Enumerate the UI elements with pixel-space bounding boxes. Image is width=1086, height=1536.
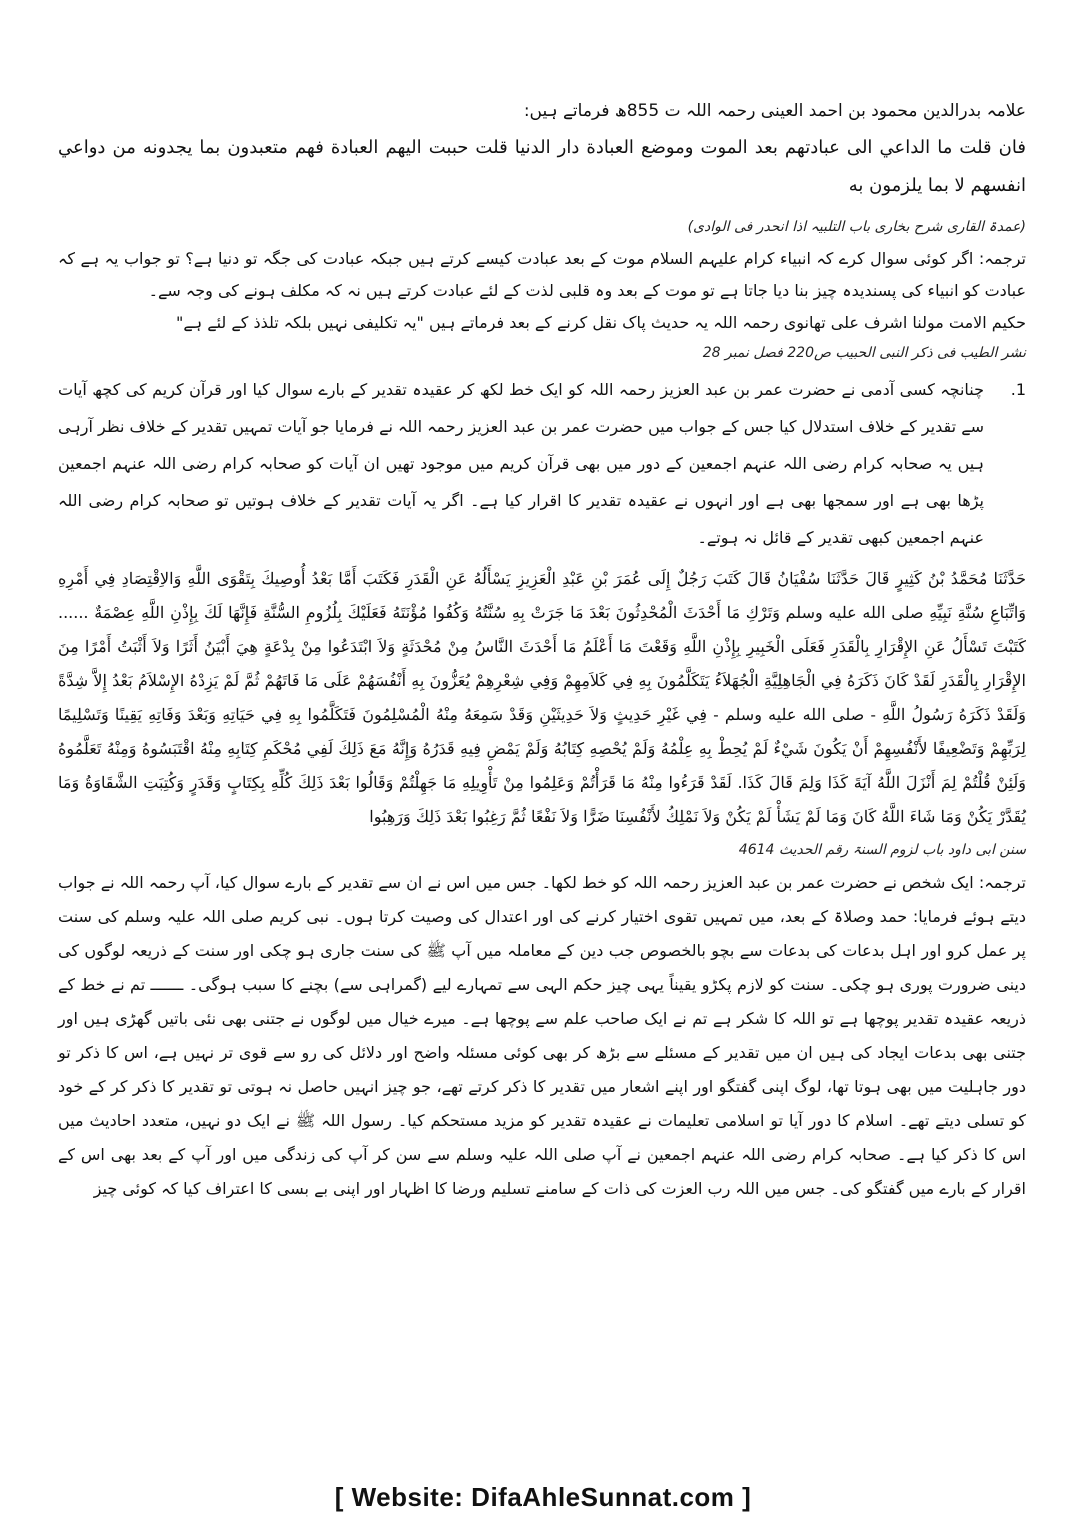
- item-number: 1.: [1010, 380, 1026, 399]
- item-text: چنانچہ کسی آدمی نے حضرت عمر بن عبد العزیز رحمہ اللہ کو ایک خط لکھ کر عقیدہ تقدیر کے بارے سوال کیا اور قرآن کریم کی کچھ آیات سے تقدیر کے خلاف استدلال کیا جس کے جواب میں حضرت عمر بن عبد العزیز رحمہ اللہ نے فرمایا جو آیات تمہیں تقدیر کے خلاف نظر آرہی ہیں یہ صحابہ کرام رضی اللہ عنہم اجمعین کے دور میں بھی قرآن کریم میں موجود تھیں ان آیات کو صحابہ کرام رضی اللہ عنہم اجمعین پڑھا بھی ہے اور سمجھا بھی ہے اور انہوں نے عقیدہ تقدیر کا اقرار کیا ہے۔ اگر یہ آیات تقدیر کے خلاف ہوتیں تو صحابہ کرام رضی اللہ عنہم اجمعین کبھی تقدیر کے قائل نہ ہوتے۔: [58, 380, 984, 547]
- source-reference-2: نشر الطیب فی ذکر النبی الحبیب ص220 فصل نمبر 28: [702, 345, 1026, 361]
- hadith-arabic-text: حَدَّثَنَا مُحَمَّدُ بْنُ كَثِيرٍ قَالَ حَدَّثَنَا سُفْيَانُ قَالَ كَتَبَ رَجُلٌ إِلَى عُمَرَ بْنِ عَبْدِ الْعَزِيزِ يَسْأَلُهُ عَنِ الْقَدَرِ فَكَتَبَ أَمَّا بَعْدُ أُوصِيكَ بِتَقْوَى اللَّهِ وَالاِقْتِصَادِ فِي أَمْرِهِ وَاتِّبَاعِ سُنَّةِ نَبِيِّهِ صلى الله عليه وسلم وَتَرْكِ مَا أَحْدَثَ الْمُحْدِثُونَ بَعْدَ مَا جَرَتْ بِهِ سُنَّتُهُ وَكُفُوا مُؤْنَتَهُ فَعَلَيْكَ بِلُزُومِ السُّنَّةِ فَإِنَّهَا لَكَ بِإِذْنِ اللَّهِ عِصْمَةٌ ...... كَتَبْتَ تَسْأَلُ عَنِ الإِقْرَارِ بِالْقَدَرِ فَعَلَى الْخَبِيرِ بِإِذْنِ اللَّهِ وَقَعْتَ مَا أَعْلَمُ مَا أَحْدَثَ النَّاسُ مِنْ مُحْدَثَةٍ وَلاَ ابْتَدَعُوا مِنْ بِدْعَةٍ هِيَ أَبْيَنُ أَثَرًا وَلاَ أَثْبَتُ أَمْرًا مِنَ الإِقْرَارِ بِالْقَدَرِ لَقَدْ كَانَ ذَكَرَهُ فِي الْجَاهِلِيَّةِ الْجُهَلاَءُ يَتَكَلَّمُونَ بِهِ فِي كَلاَمِهِمْ وَفِي شِعْرِهِمْ يُعَزُّونَ بِهِ أَنْفُسَهُمْ عَلَى مَا فَاتَهُمْ ثُمَّ لَمْ يَزِدْهُ الإِسْلاَمُ بَعْدُ إِلاَّ شِدَّةً وَلَقَدْ ذَكَرَهُ رَسُولُ اللَّهِ - صلى الله عليه وسلم - فِي غَيْرِ حَدِيثٍ وَلاَ حَدِيثَيْنِ وَقَدْ سَمِعَهُ مِنْهُ الْمُسْلِمُونَ فَتَكَلَّمُوا بِهِ فِي حَيَاتِهِ وَبَعْدَ وَفَاتِهِ يَقِينًا وَتَسْلِيمًا لِرَبِّهِمْ وَتَضْعِيفًا لأَنْفُسِهِمْ أَنْ يَكُونَ شَيْءٌ لَمْ يُحِطْ بِهِ عِلْمُهُ وَلَمْ يُحْصِهِ كِتَابُهُ وَلَمْ يَمْضِ فِيهِ قَدَرُهُ وَإِنَّهُ مَعَ ذَلِكَ لَفِي مُحْكَمِ كِتَابِهِ مِنْهُ اقْتَبَسُوهُ وَمِنْهُ تَعَلَّمُوهُ وَلَئِنْ قُلْتُمْ لِمَ أَنْزَلَ اللَّهُ آيَةَ كَذَا وَلِمَ قَالَ كَذَا. لَقَدْ قَرَءُوا مِنْهُ مَا قَرَأْتُمْ وَعَلِمُوا مِنْ تَأْوِيلِهِ مَا جَهِلْتُمْ وَقَالُوا بَعْدَ ذَلِكَ كُلِّهِ بِكِتَابٍ وَقَدَرٍ وَكُتِبَتِ الشَّقَاوَةُ وَمَا يُقَدَّرْ يَكُنْ وَمَا شَاءَ اللَّهُ كَانَ وَمَا لَمْ يَشَأْ لَمْ يَكُنْ وَلاَ نَمْلِكُ لأَنْفُسِنَا ضَرًّا وَلاَ نَفْعًا ثُمَّ رَغِبُوا بَعْدَ ذَلِكَ وَرَهِبُوا: [58, 569, 1027, 826]
- source-reference-3: سنن ابی داود باب لزوم السنۃ رقم الحدیث 4614: [738, 842, 1026, 858]
- thanvi-quote: حکیم الامت مولنا اشرف علی تھانوی رحمہ اللہ یہ حدیث پاک نقل کرنے کے بعد فرماتے ہیں "یہ تکلیفی نہیں بلکہ تلذذ کے لئے ہے": [176, 313, 1026, 332]
- translation-paragraph-1: ترجمہ: اگر کوئی سوال کرے کہ انبیاء کرام علیہم السلام موت کے بعد عبادت کیسے کرتے ہیں جبکہ عبادت کی جگہ تو دنیا ہے؟ تو جواب یہ ہے کہ عبادت کو انبیاء کی پسندیدہ چیز بنا دیا جاتا ہے تو موت کے بعد وہ قلبی لذت کے لئے عبادت کرتے ہیں نہ کہ مکلف ہونے کی وجہ سے۔: [58, 249, 1026, 300]
- numbered-item: [58, 371, 1026, 556]
- intro-heading: علامہ بدرالدین محمود بن احمد العینی رحمہ اللہ ت 855ھ فرماتے ہیں:: [523, 101, 1026, 121]
- translation-paragraph-2: ترجمہ: ایک شخص نے حضرت عمر بن عبد العزیز رحمہ اللہ کو خط لکھا۔ جس میں اس نے ان سے تقدیر کے بارے سوال کیا، آپ رحمہ اللہ نے جواب دیتے ہوئے فرمایا: حمد وصلاۃ کے بعد، میں تمہیں تقوی اختیار کرنے کی اور اعتدال کی وصیت کرتا ہوں۔ نبی کریم صلی اللہ علیہ وسلم کی سنت پر عمل کرو اور اہل بدعات کی بدعات سے بچو بالخصوص جب دین کے معاملہ میں آپ ﷺ کی سنت جاری ہو چکی اور سنت کے ذریعہ لوگوں کی دینی ضرورت پوری ہو چکی۔ سنت کو لازم پکڑو یقیناً یہی چیز حکم الہی سے تمہارے لیے (گمراہی سے) بچنے کا سبب ہوگی۔ ـــــــ تم نے خط کے ذریعہ عقیدہ تقدیر پوچھا ہے تو اللہ کا شکر ہے تم نے ایک صاحب علم سے پوچھا ہے۔ میرے خیال میں لوگوں نے جتنی بھی نئی باتیں گھڑی ہیں اور جتنی بھی بدعات ایجاد کی ہیں ان میں تقدیر کے مسئلے سے بڑھ کر بھی کوئی مسئلہ واضح اور دلائل کی رو سے قوی تر نہیں ہے، اس کا ذکر تو دور جاہلیت میں بھی ہوتا تھا، لوگ اپنی گفتگو اور اپنے اشعار میں تقدیر کا ذکر کرتے تھے، جو چیز انہیں حاصل نہ ہوتی تو تقدیر کا ذکر کر کے خود کو تسلی دیتے تھے۔ اسلام کا دور آیا تو اسلامی تعلیمات نے عقیدہ تقدیر کو مزید مستحکم کیا۔ رسول اللہ ﷺ نے ایک دو نہیں، متعدد احادیث میں اس کا ذکر کیا ہے۔ صحابہ کرام رضی اللہ عنہم اجمعین نے آپ صلی اللہ علیہ وسلم سے سن کر آپ کی زندگی میں اور آپ کے بعد بھی اس کے اقرار کے بارے میں گفتگو کی۔ جس میں اللہ رب العزت کی ذات کے سامنے تسلیم ورضا کا اظہار اور اپنی بے بسی کا اعتراف کیا کہ کوئی چیز: [58, 873, 1026, 1198]
- source-reference-1: (عمدۃ القاری شرح بخاری باب التلبیہ اذا انحدر فی الوادی): [687, 219, 1026, 235]
- arabic-quote: فان قلت ما الداعي الى عبادتهم بعد الموت وموضع العبادة دار الدنيا قلت حببت اليهم العبادة فهم متعبدون بما يجدونه من دواعي انفسهم لا بما يلزمون به: [58, 137, 1026, 196]
- website-footer: [ Website: DifaAhleSunnat.com ]: [334, 1482, 752, 1512]
